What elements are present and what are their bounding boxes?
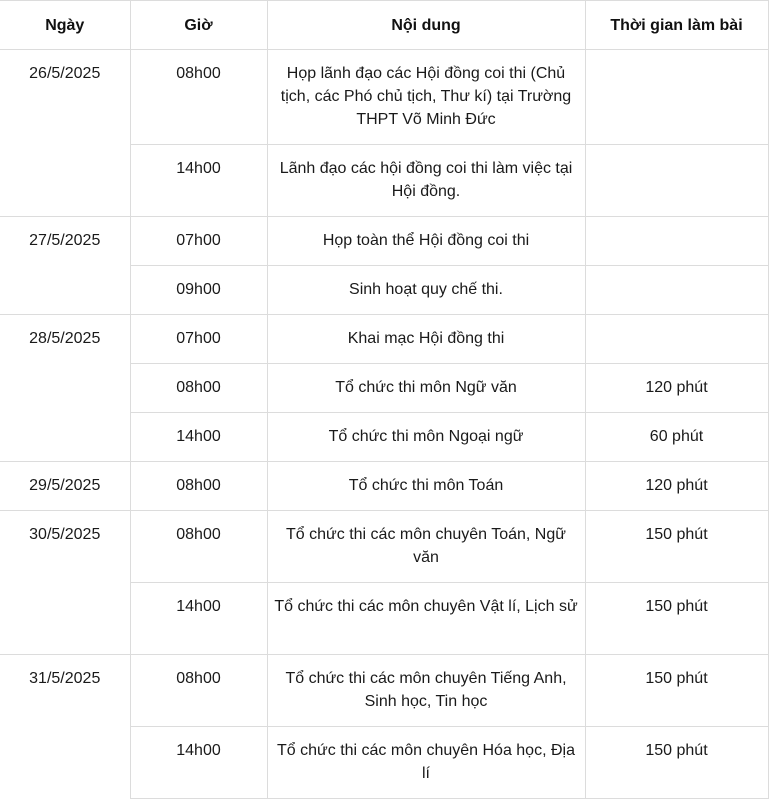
time-text: 07h00: [176, 330, 221, 347]
duration-cell: [585, 727, 768, 799]
content-cell: [267, 462, 585, 511]
content-text: Sinh hoạt quy chế thi.: [349, 281, 503, 298]
duration-cell: [585, 413, 768, 462]
content-text: Tổ chức thi các môn chuyên Tiếng Anh, Sinh học, Tin học: [285, 670, 567, 710]
table-row: [0, 50, 768, 145]
time-text: 08h00: [176, 379, 221, 396]
duration-text: 120 phút: [645, 477, 708, 494]
duration-text: 150 phút: [645, 742, 708, 759]
duration-text: [586, 217, 768, 229]
table-header: [0, 1, 768, 50]
date-text: 31/5/2025: [29, 670, 101, 687]
content-cell: [267, 315, 585, 364]
date-text: 28/5/2025: [29, 330, 101, 347]
table-row: [0, 315, 768, 364]
date-text: 29/5/2025: [29, 477, 101, 494]
date-cell: [0, 655, 130, 799]
duration-cell: [585, 511, 768, 583]
content-text: Tổ chức thi môn Toán: [348, 477, 504, 494]
time-cell: [130, 315, 267, 364]
time-text: 08h00: [176, 670, 221, 687]
table-row: [0, 462, 768, 511]
date-cell: [0, 217, 130, 315]
content-cell: [267, 217, 585, 266]
duration-cell: [585, 364, 768, 413]
duration-cell: [585, 266, 768, 315]
duration-text: [586, 50, 768, 62]
duration-text: [586, 145, 768, 157]
duration-cell: [585, 50, 768, 145]
content-text: Lãnh đạo các hội đồng coi thi làm việc tại Hội đồng.: [279, 160, 573, 200]
duration-text: [586, 266, 768, 278]
duration-cell: [585, 655, 768, 727]
content-text: Tổ chức thi các môn chuyên Hóa học, Địa lí: [277, 742, 575, 782]
content-text: Tổ chức thi các môn chuyên Vật lí, Lịch sử: [274, 598, 578, 615]
content-cell: [267, 413, 585, 462]
time-cell: [130, 413, 267, 462]
table-body: [0, 50, 768, 799]
time-text: 14h00: [176, 160, 221, 177]
content-text: Họp toàn thể Hội đồng coi thi: [322, 232, 530, 249]
header-row: [0, 1, 768, 50]
time-cell: [130, 511, 267, 583]
time-text: 07h00: [176, 232, 221, 249]
header-duration: Thời gian làm bài: [585, 1, 768, 50]
time-text: 09h00: [176, 281, 221, 298]
date-text: 27/5/2025: [29, 232, 101, 249]
content-text: Tổ chức thi môn Ngữ văn: [335, 379, 517, 396]
time-cell: [130, 583, 267, 655]
header-date: Ngày: [0, 1, 130, 50]
header-time: Giờ: [130, 1, 267, 50]
duration-text: 150 phút: [645, 598, 708, 615]
table-row: [0, 217, 768, 266]
duration-cell: [585, 462, 768, 511]
content-text: Tổ chức thi môn Ngoại ngữ: [328, 428, 524, 445]
duration-text: 60 phút: [649, 428, 704, 445]
date-text: 30/5/2025: [29, 526, 101, 543]
content-cell: [267, 145, 585, 217]
time-cell: [130, 655, 267, 727]
time-cell: [130, 145, 267, 217]
time-cell: [130, 50, 267, 145]
date-cell: [0, 50, 130, 217]
content-cell: [267, 727, 585, 799]
duration-cell: [585, 217, 768, 266]
duration-text: [586, 315, 768, 327]
content-cell: [267, 266, 585, 315]
time-cell: [130, 462, 267, 511]
time-text: 08h00: [176, 65, 221, 82]
time-cell: [130, 266, 267, 315]
content-cell: [267, 50, 585, 145]
duration-cell: [585, 145, 768, 217]
content-cell: [267, 655, 585, 727]
table-row: [0, 511, 768, 583]
duration-text: 150 phút: [645, 526, 708, 543]
time-text: 08h00: [176, 526, 221, 543]
duration-cell: [585, 583, 768, 655]
time-text: 14h00: [176, 742, 221, 759]
time-cell: [130, 727, 267, 799]
date-cell: [0, 315, 130, 462]
content-cell: [267, 511, 585, 583]
duration-cell: [585, 315, 768, 364]
time-text: 14h00: [176, 598, 221, 615]
date-cell: [0, 511, 130, 655]
duration-text: 120 phút: [645, 379, 708, 396]
content-cell: [267, 364, 585, 413]
time-text: 14h00: [176, 428, 221, 445]
table-row: [0, 655, 768, 727]
content-cell: [267, 583, 585, 655]
date-cell: [0, 462, 130, 511]
content-text: Khai mạc Hội đồng thi: [347, 330, 505, 347]
time-text: 08h00: [176, 477, 221, 494]
header-content: Nội dung: [267, 1, 585, 50]
date-text: 26/5/2025: [29, 65, 101, 82]
content-text: Tổ chức thi các môn chuyên Toán, Ngữ văn: [286, 526, 566, 566]
duration-text: 150 phút: [645, 670, 708, 687]
time-cell: [130, 217, 267, 266]
time-cell: [130, 364, 267, 413]
content-text: Họp lãnh đạo các Hội đồng coi thi (Chủ tịch, các Phó chủ tịch, Thư kí) tại Trường THPT Võ Minh Đức: [280, 65, 572, 128]
